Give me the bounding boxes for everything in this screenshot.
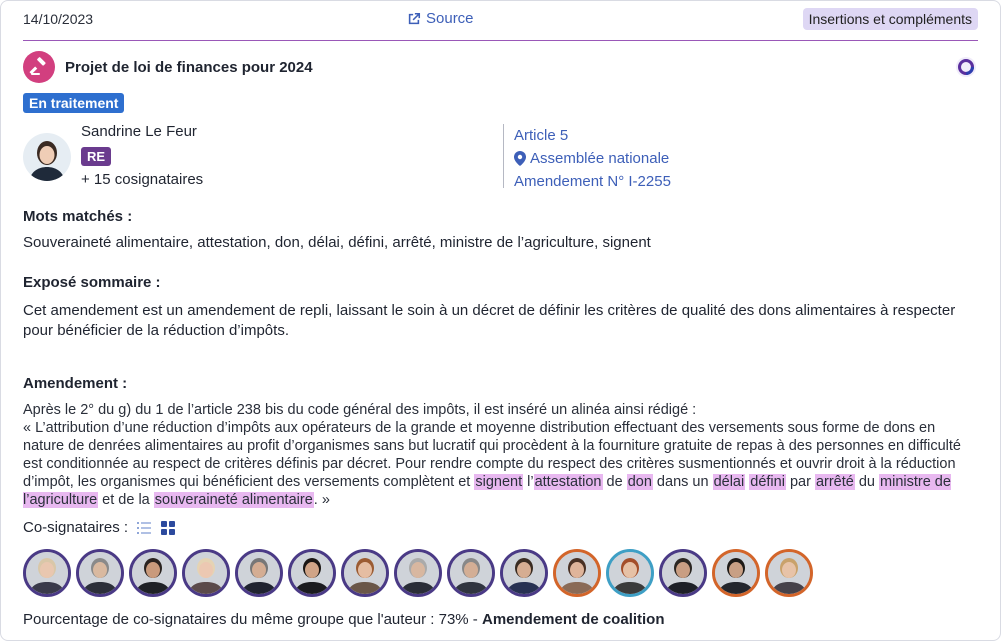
cosignataire-avatar[interactable] — [394, 549, 442, 597]
highlight: arrêté — [815, 474, 854, 490]
source-link[interactable] — [407, 10, 474, 27]
matched-words-text: Souveraineté alimentaire, attestation, don, délai, défini, arrêté, ministre de l’agriculture, signent — [23, 234, 651, 251]
summary-text: Cet amendement est un amendement de repli, laissant le soin à un décret de définir les critères de qualité des dons alimentaires à respecter pour bénéficier de la réduction d’impôts. — [23, 302, 956, 339]
party-badge: RE — [81, 147, 111, 166]
cosignataire-avatar[interactable] — [606, 549, 654, 597]
chamber-link[interactable] — [514, 147, 671, 170]
highlight: défini — [750, 474, 785, 490]
external-link-icon — [407, 12, 421, 26]
source-label: Source — [426, 10, 474, 27]
app-logo-icon[interactable] — [954, 55, 978, 79]
author-name[interactable]: Sandrine Le Feur — [81, 123, 197, 140]
amendment-text — [23, 401, 978, 509]
author-avatar[interactable] — [23, 133, 71, 181]
cosignataire-avatar[interactable] — [553, 549, 601, 597]
amendment-body: « L’attribution d’une réduction d’impôts aux opérateurs de la grande et moyenne distribution effectuant des versements sous forme de dons en nature de denrées alimentaires au profit d’organismes sans but lucratif qui procèdent à la fourniture gratuite de repas à des personnes en difficulté est conditionnée au respect de critères définis par décret. Pour rendre compte du respect des critères susmentionnés et ouvrir droit à la réduction d’impôt, les organismes qui bénéficient des versements complètent et signent l’attestation de don dans un délai défini par arrêté du ministre de l’agriculture et de la souveraineté alimentaire. » — [23, 420, 961, 508]
project-title: Projet de loi de finances pour 2024 — [65, 58, 313, 76]
cosignataires-avatars — [23, 549, 813, 597]
amendment-meta — [503, 124, 671, 188]
list-view-icon[interactable] — [136, 520, 152, 536]
highlight: ministre de l’agriculture — [23, 474, 951, 508]
matched-words-heading: Mots matchés : — [23, 208, 133, 225]
highlight: délai — [713, 474, 745, 490]
status-badge: En traitement — [23, 93, 124, 113]
amendment-heading: Amendement : — [23, 375, 128, 392]
amendment-number-link[interactable] — [514, 170, 671, 193]
amendment-number: Amendement N° I-2255 — [514, 173, 671, 190]
category-tag: Insertions et compléments — [803, 8, 978, 30]
coalition-percentage: Pourcentage de co-signataires du même groupe que l'auteur : 73% - — [23, 611, 482, 628]
cosignataire-avatar[interactable] — [182, 549, 230, 597]
highlight: don — [627, 474, 652, 490]
cosignataire-avatar[interactable] — [23, 549, 71, 597]
cosignataires-count[interactable]: + 15 cosignataires — [81, 171, 204, 188]
cosignataire-avatar[interactable] — [712, 549, 760, 597]
cosignataire-avatar[interactable] — [341, 549, 389, 597]
amendment-intro: Après le 2° du g) du 1 de l’article 238 bis du code général des impôts, il est inséré un alinéa ainsi rédigé : — [23, 402, 697, 418]
coalition-label: Amendement de coalition — [481, 611, 665, 628]
highlight: attestation — [534, 474, 602, 490]
article-label: Article 5 — [514, 127, 569, 144]
cosignataire-avatar[interactable] — [235, 549, 283, 597]
cosignataire-avatar[interactable] — [129, 549, 177, 597]
gavel-icon — [23, 51, 55, 83]
cosignataire-avatar[interactable] — [765, 549, 813, 597]
grid-view-icon[interactable] — [160, 520, 176, 536]
chamber-label: Assemblée nationale — [530, 150, 670, 167]
cosignataire-avatar[interactable] — [447, 549, 495, 597]
cosignataire-avatar[interactable] — [500, 549, 548, 597]
cosignataire-avatar[interactable] — [288, 549, 336, 597]
project-title-row — [23, 51, 313, 83]
coalition-footer — [23, 611, 665, 628]
cosignataire-avatar[interactable] — [76, 549, 124, 597]
article-link[interactable] — [514, 124, 671, 147]
location-pin-icon — [514, 151, 526, 166]
card-header — [23, 1, 978, 41]
date-label: 14/10/2023 — [23, 11, 94, 27]
highlight: signent — [475, 474, 523, 490]
cosignataires-heading: Co-signataires : — [23, 519, 129, 536]
highlight: souveraineté alimentaire — [154, 492, 313, 508]
cosignataires-label-row — [23, 519, 176, 536]
summary-heading: Exposé sommaire : — [23, 274, 161, 291]
cosignataire-avatar[interactable] — [659, 549, 707, 597]
